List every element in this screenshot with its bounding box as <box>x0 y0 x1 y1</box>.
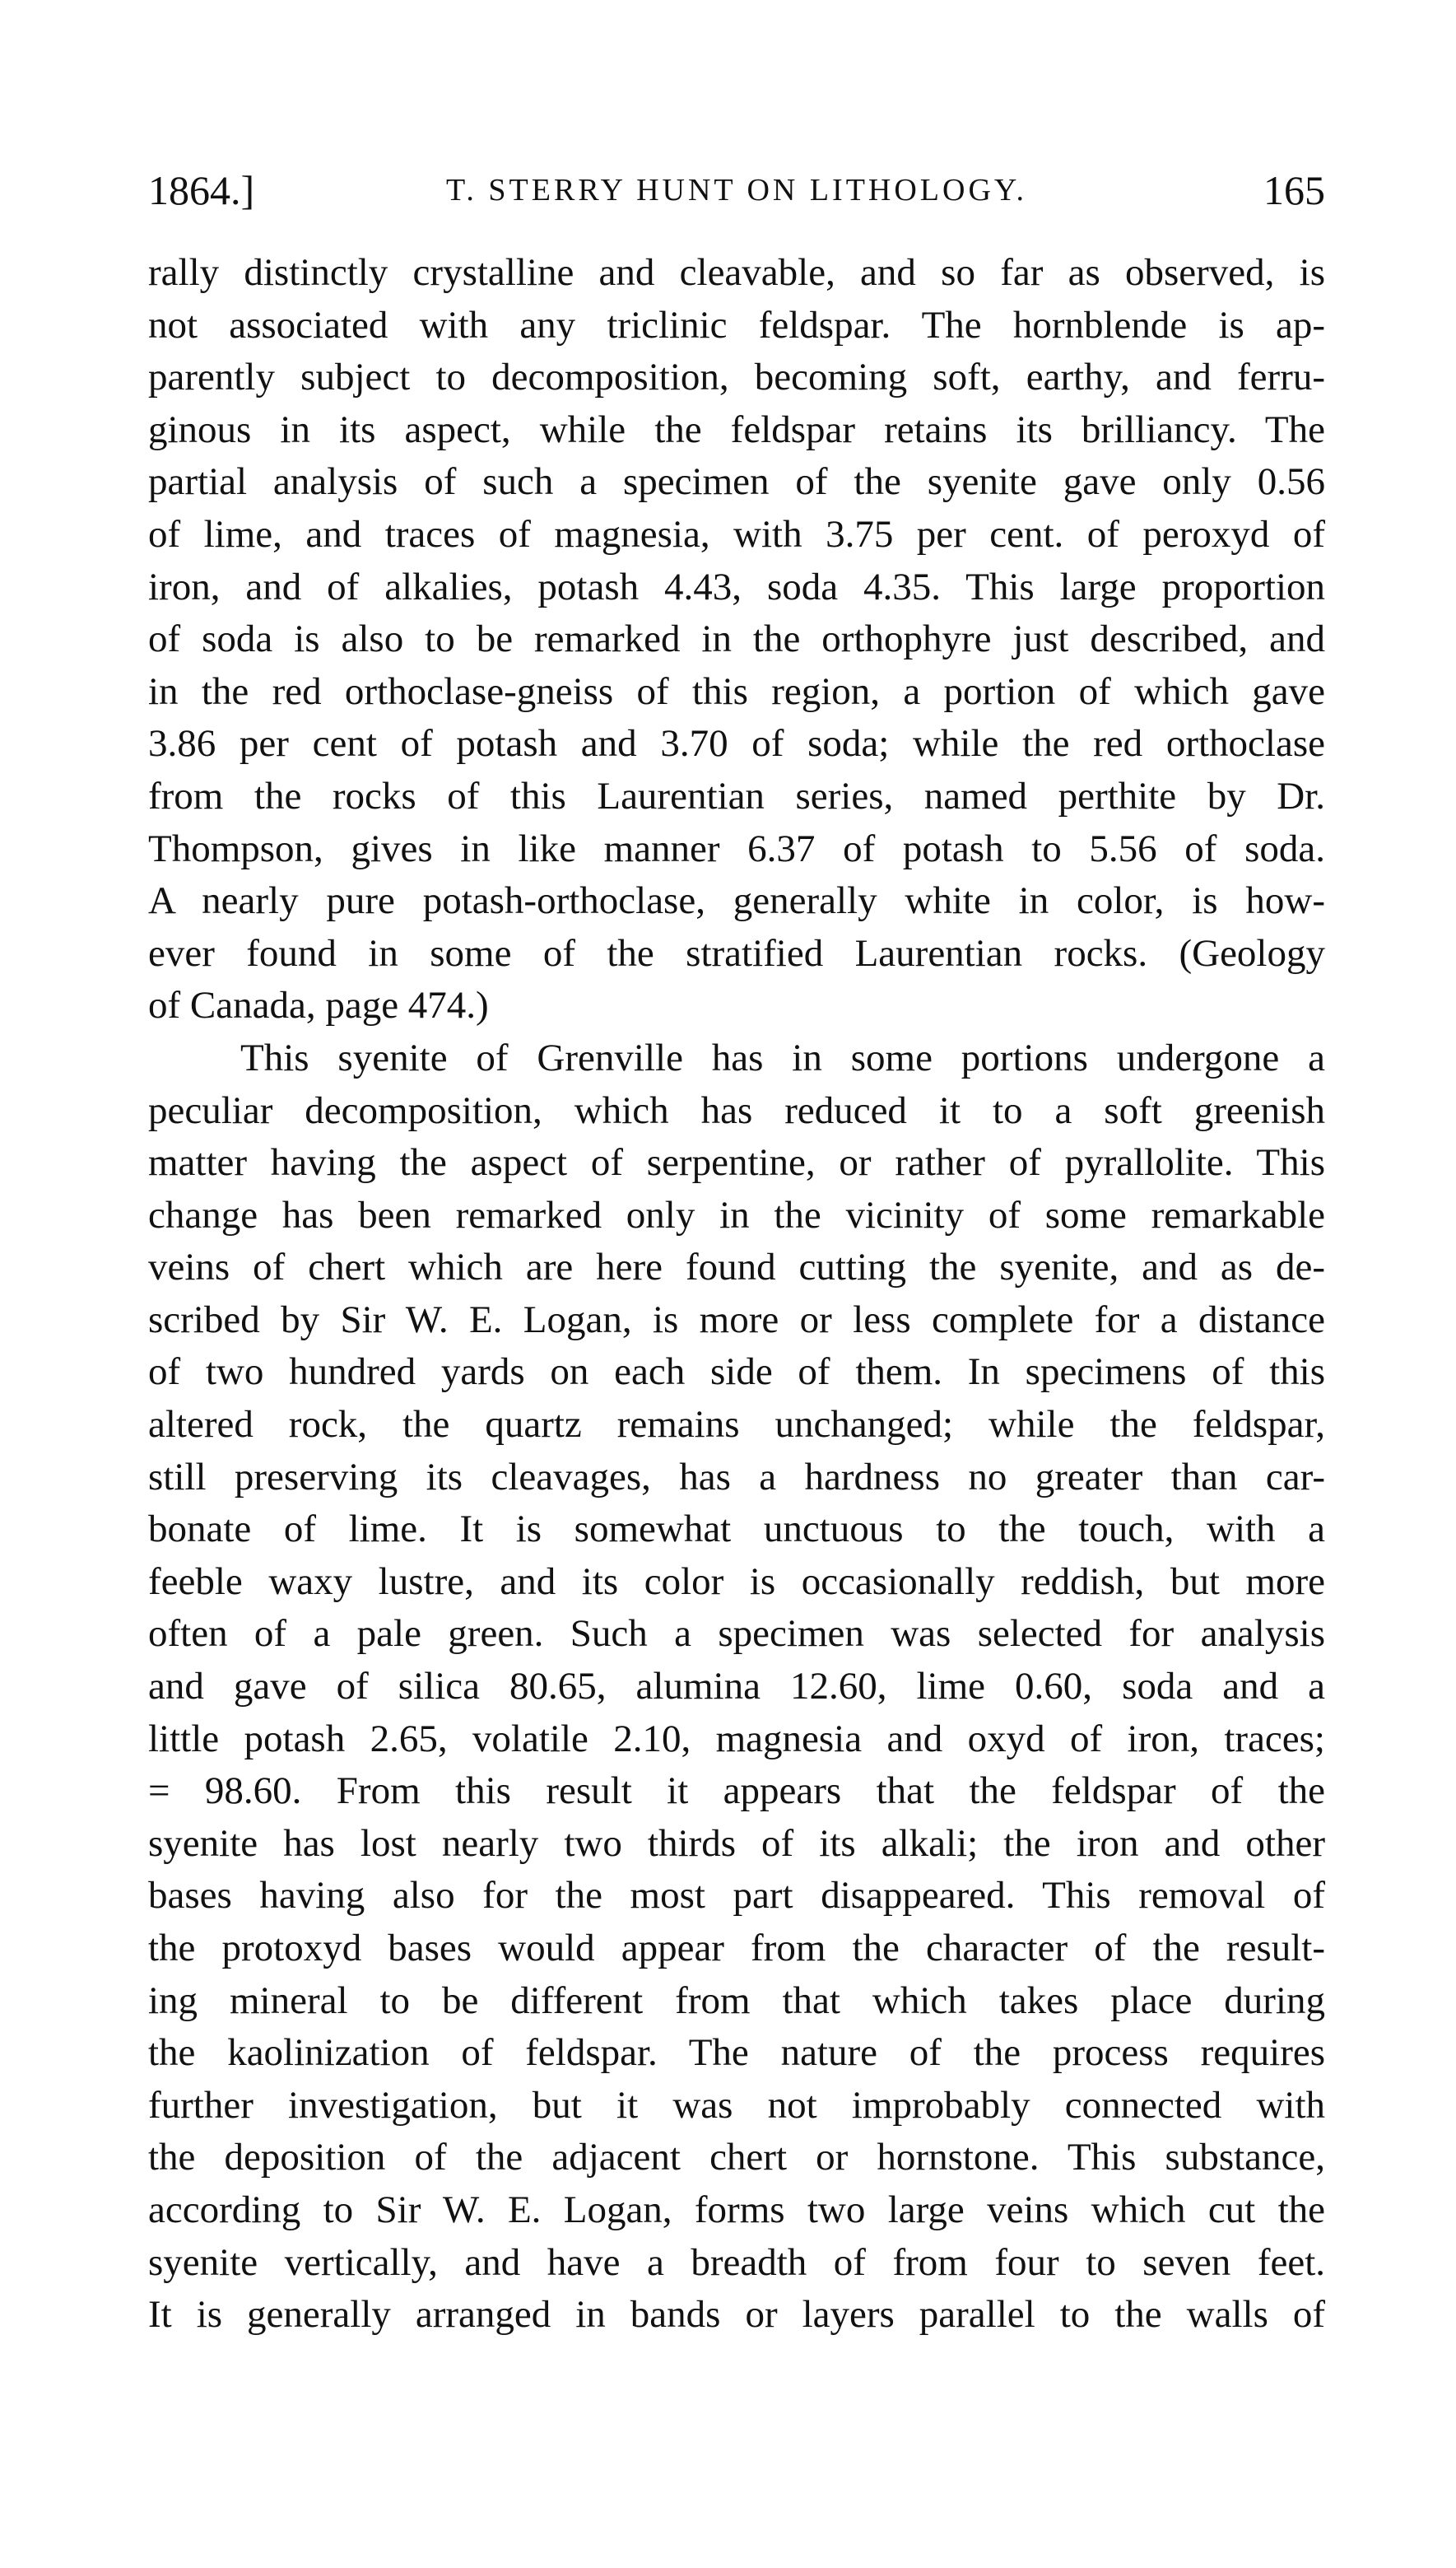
text-line: A nearly pure potash-orthoclase, generally white in color, is how- <box>148 879 1325 923</box>
header-title: T. STERRY HUNT ON LITHOLOGY. <box>446 173 1027 207</box>
page-number: 165 <box>1263 167 1325 213</box>
text-line: little potash 2.65, volatile 2.10, magnesia and oxyd of iron, traces; <box>148 1717 1325 1760</box>
text-line: = 98.60. From this result it appears that the feldspar of the <box>148 1769 1325 1813</box>
text-line: change has been remarked only in the vicinity of some remarkable <box>148 1193 1325 1237</box>
text-line: of soda is also to be remarked in the orthophyre just described, and <box>148 618 1325 661</box>
text-line: It is generally arranged in bands or layers parallel to the walls of <box>148 2293 1325 2337</box>
text-line: partial analysis of such a specimen of the syenite gave only 0.56 <box>148 460 1325 504</box>
text-line: ing mineral to be different from that which takes place during <box>148 1978 1325 2022</box>
text-line: This syenite of Grenville has in some portions undergone a <box>240 1036 1325 1079</box>
text-line: bases having also for the most part disappeared. This removal of <box>148 1874 1325 1918</box>
text-line: of two hundred yards on each side of them. In specimens of this <box>148 1350 1325 1394</box>
text-line: still preserving its cleavages, has a hardness no greater than car- <box>148 1455 1325 1498</box>
text-line: iron, and of alkalies, potash 4.43, soda 4.35. This large proportion <box>148 565 1325 608</box>
text-line: feeble waxy lustre, and its color is occasionally reddish, but more <box>148 1559 1325 1603</box>
text-line: the kaolinization of feldspar. The nature of the process requires <box>148 2031 1325 2075</box>
text-line: further investigation, but it was not improbably connected with <box>148 2083 1325 2127</box>
text-line: in the red orthoclase-gneiss of this region, a portion of which gave <box>148 669 1325 713</box>
body-text <box>148 247 1325 2342</box>
text-line: Thompson, gives in like manner 6.37 of potash to 5.56 of soda. <box>148 827 1325 870</box>
text-line: veins of chert which are here found cutting the syenite, and as de- <box>148 1246 1325 1289</box>
text-line: parently subject to decomposition, becoming soft, earthy, and ferru- <box>148 356 1325 399</box>
text-line: of Canada, page 474.) <box>148 984 489 1028</box>
text-line: not associated with any triclinic feldspar. The hornblende is ap- <box>148 303 1325 347</box>
text-line: matter having the aspect of serpentine, or rather of pyrallolite. This <box>148 1141 1325 1185</box>
text-line: and gave of silica 80.65, alumina 12.60, lime 0.60, soda and a <box>148 1665 1325 1708</box>
text-line: scribed by Sir W. E. Logan, is more or less complete for a distance <box>148 1298 1325 1341</box>
text-line: 3.86 per cent of potash and 3.70 of soda; while the red orthoclase <box>148 722 1325 766</box>
text-line: according to Sir W. E. Logan, forms two large veins which cut the <box>148 2188 1325 2231</box>
text-line: altered rock, the quartz remains unchanged; while the feldspar, <box>148 1403 1325 1447</box>
text-line: ever found in some of the stratified Laurentian rocks. (Geology <box>148 931 1325 975</box>
text-line: peculiar decomposition, which has reduced it to a soft greenish <box>148 1088 1325 1132</box>
text-line: the deposition of the adjacent chert or hornstone. This substance, <box>148 2136 1325 2179</box>
text-line: rally distinctly crystalline and cleavable, and so far as observed, is <box>148 251 1325 294</box>
header-year: 1864.] <box>148 167 255 213</box>
text-line: syenite vertically, and have a breadth of from four to seven feet. <box>148 2240 1325 2284</box>
running-head <box>148 161 1325 219</box>
text-line: bonate of lime. It is somewhat unctuous to the touch, with a <box>148 1508 1325 1551</box>
text-line: of lime, and traces of magnesia, with 3.75 per cent. of peroxyd of <box>148 512 1325 556</box>
text-line: the protoxyd bases would appear from the character of the result- <box>148 1927 1325 1969</box>
text-line: syenite has lost nearly two thirds of its alkali; the iron and other <box>148 1821 1325 1865</box>
text-line: from the rocks of this Laurentian series, named perthite by Dr. <box>148 774 1325 818</box>
text-line: often of a pale green. Such a specimen was selected for analysis <box>148 1612 1325 1656</box>
text-line: ginous in its aspect, while the feldspar retains its brilliancy. The <box>148 408 1325 451</box>
